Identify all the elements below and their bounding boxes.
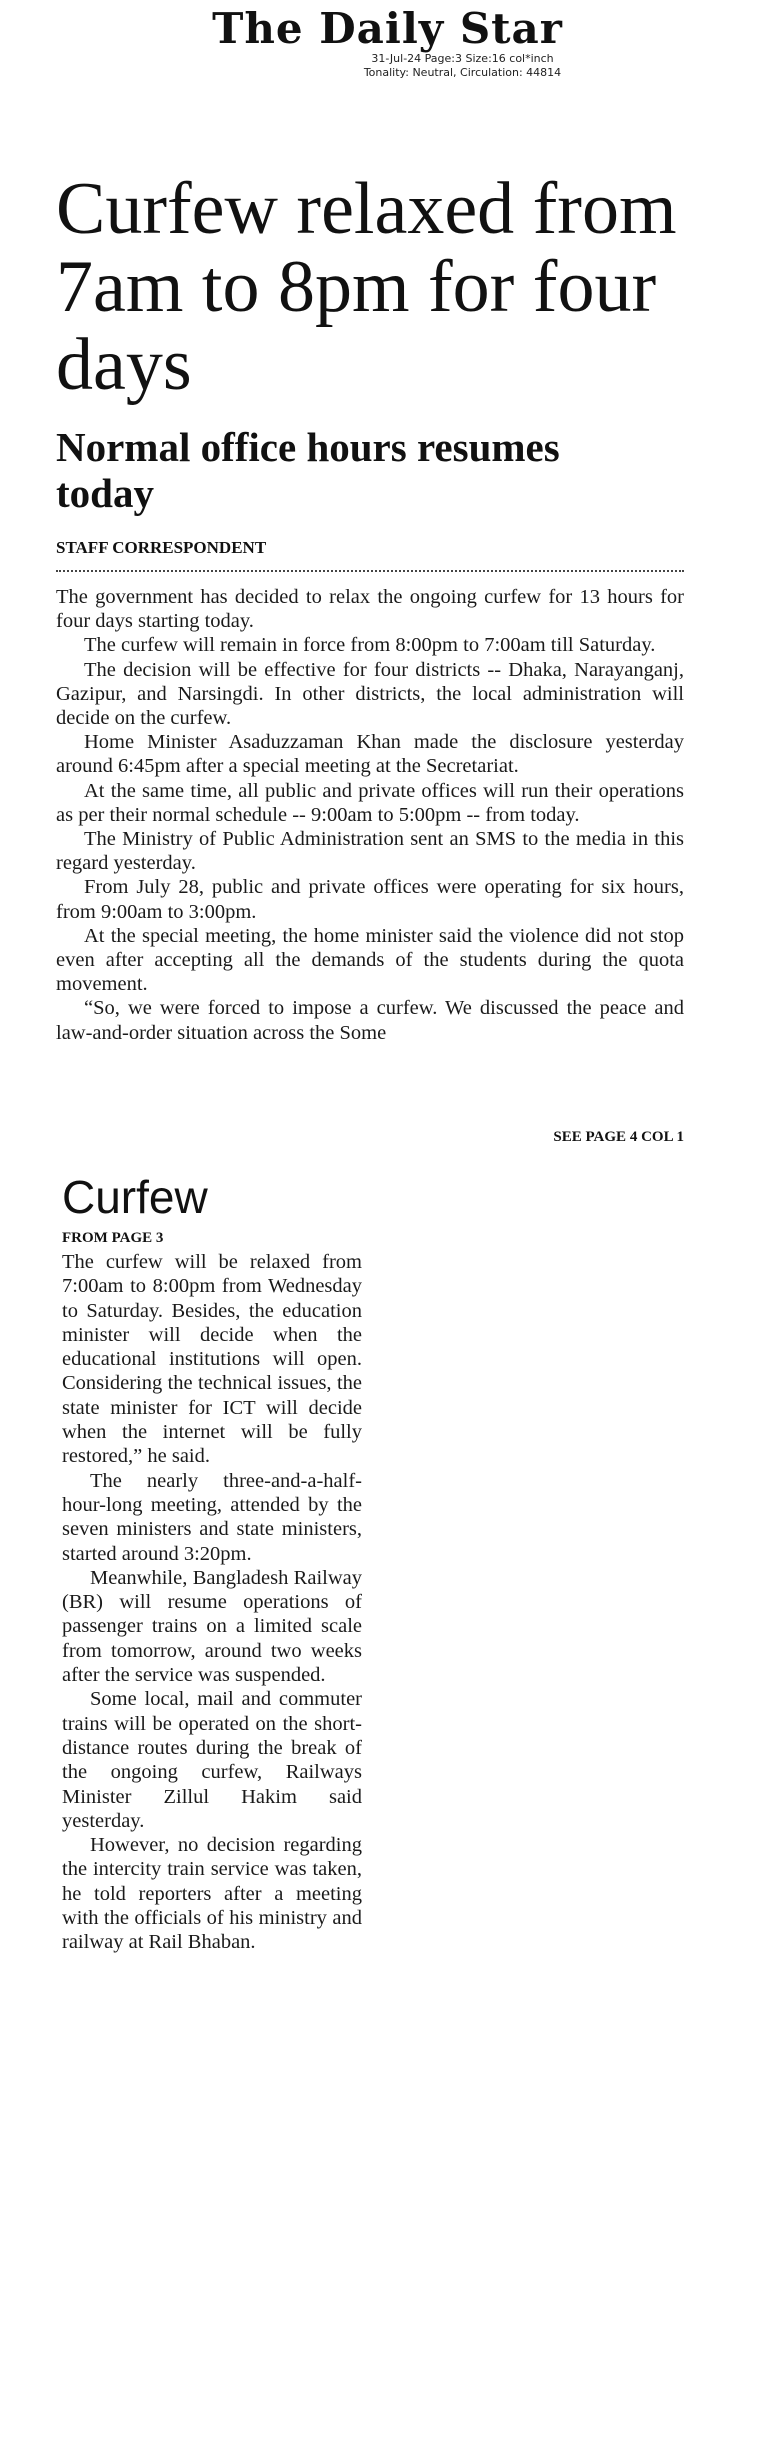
article-paragraph: The decision will be effective for four districts -- Dhaka, Narayanganj, Gazipur, and Narsingdi. In other districts, the local administration will decide on the curfew. <box>56 658 684 730</box>
article-paragraph: From July 28, public and private offices were operating for six hours, from 9:00am to 3:00pm. <box>56 876 684 923</box>
continuation-paragraph: However, no decision regarding the intercity train service was taken, he told reporters after a meeting with the officials of his ministry and railway at Rail Bhaban. <box>62 1834 362 1954</box>
dotted-divider <box>56 570 684 572</box>
jump-reference: SEE PAGE 4 COL 1 <box>553 1129 684 1145</box>
clipping-meta-line-2: Tonality: Neutral, Circulation: 44814 <box>363 66 562 79</box>
article-body <box>56 585 684 1045</box>
continuation-from-page: FROM PAGE 3 <box>62 1230 164 1246</box>
article-paragraph: At the special meeting, the home minister said the violence did not stop even after accepting all the demands of the students during the quota movement. <box>56 924 684 996</box>
continuation-body <box>62 1250 362 1955</box>
masthead <box>0 6 775 80</box>
article-byline: STAFF CORRESPONDENT <box>56 538 267 557</box>
clipping-meta-line-1: 31-Jul-24 Page:3 Size:16 col*inch <box>371 52 554 65</box>
continuation-title: Curfew <box>62 1171 208 1223</box>
article-paragraph: At the same time, all public and private offices will run their operations as per their normal schedule -- 9:00am to 5:00pm -- from today. <box>56 779 684 826</box>
article-paragraph: Home Minister Asaduzzaman Khan made the disclosure yesterday around 6:45pm after a special meeting at the Secretariat. <box>56 731 684 778</box>
newspaper-logo: The Daily Star <box>212 4 563 53</box>
continuation-paragraph: Meanwhile, Bangladesh Railway (BR) will resume operations of passenger trains on a limited scale from tomorrow, around two weeks after the service was suspended. <box>62 1566 362 1687</box>
article-paragraph: “So, we were forced to impose a curfew. We discussed the peace and law-and-order situation across the Some <box>56 997 684 1044</box>
article-paragraph: The curfew will remain in force from 8:00pm to 7:00am till Saturday. <box>84 634 656 657</box>
article-paragraph: The Ministry of Public Administration sent an SMS to the media in this regard yesterday. <box>56 828 684 875</box>
continuation-paragraph: The curfew will be relaxed from 7:00am to 8:00pm from Wednesday to Saturday. Besides, the education minister will decide when the educational institutions will open. Considering the technical issues, the state minister for ICT will decide when the internet will be fully restored,” he said. <box>62 1251 362 1468</box>
article-headline: Curfew relaxed from 7am to 8pm for four days <box>56 168 677 406</box>
article-paragraph: The government has decided to relax the ongoing curfew for 13 hours for four days starting today. <box>56 586 684 633</box>
continuation-paragraph: The nearly three-and-a-half-hour-long meeting, attended by the seven ministers and state ministers, started around 3:20pm. <box>62 1469 362 1565</box>
continuation-paragraph: Some local, mail and commuter trains will be operated on the short-distance routes during the break of the ongoing curfew, Railways Minister Zillul Hakim said yesterday. <box>62 1688 362 1832</box>
article-subheadline: Normal office hours resumes today <box>56 424 560 516</box>
